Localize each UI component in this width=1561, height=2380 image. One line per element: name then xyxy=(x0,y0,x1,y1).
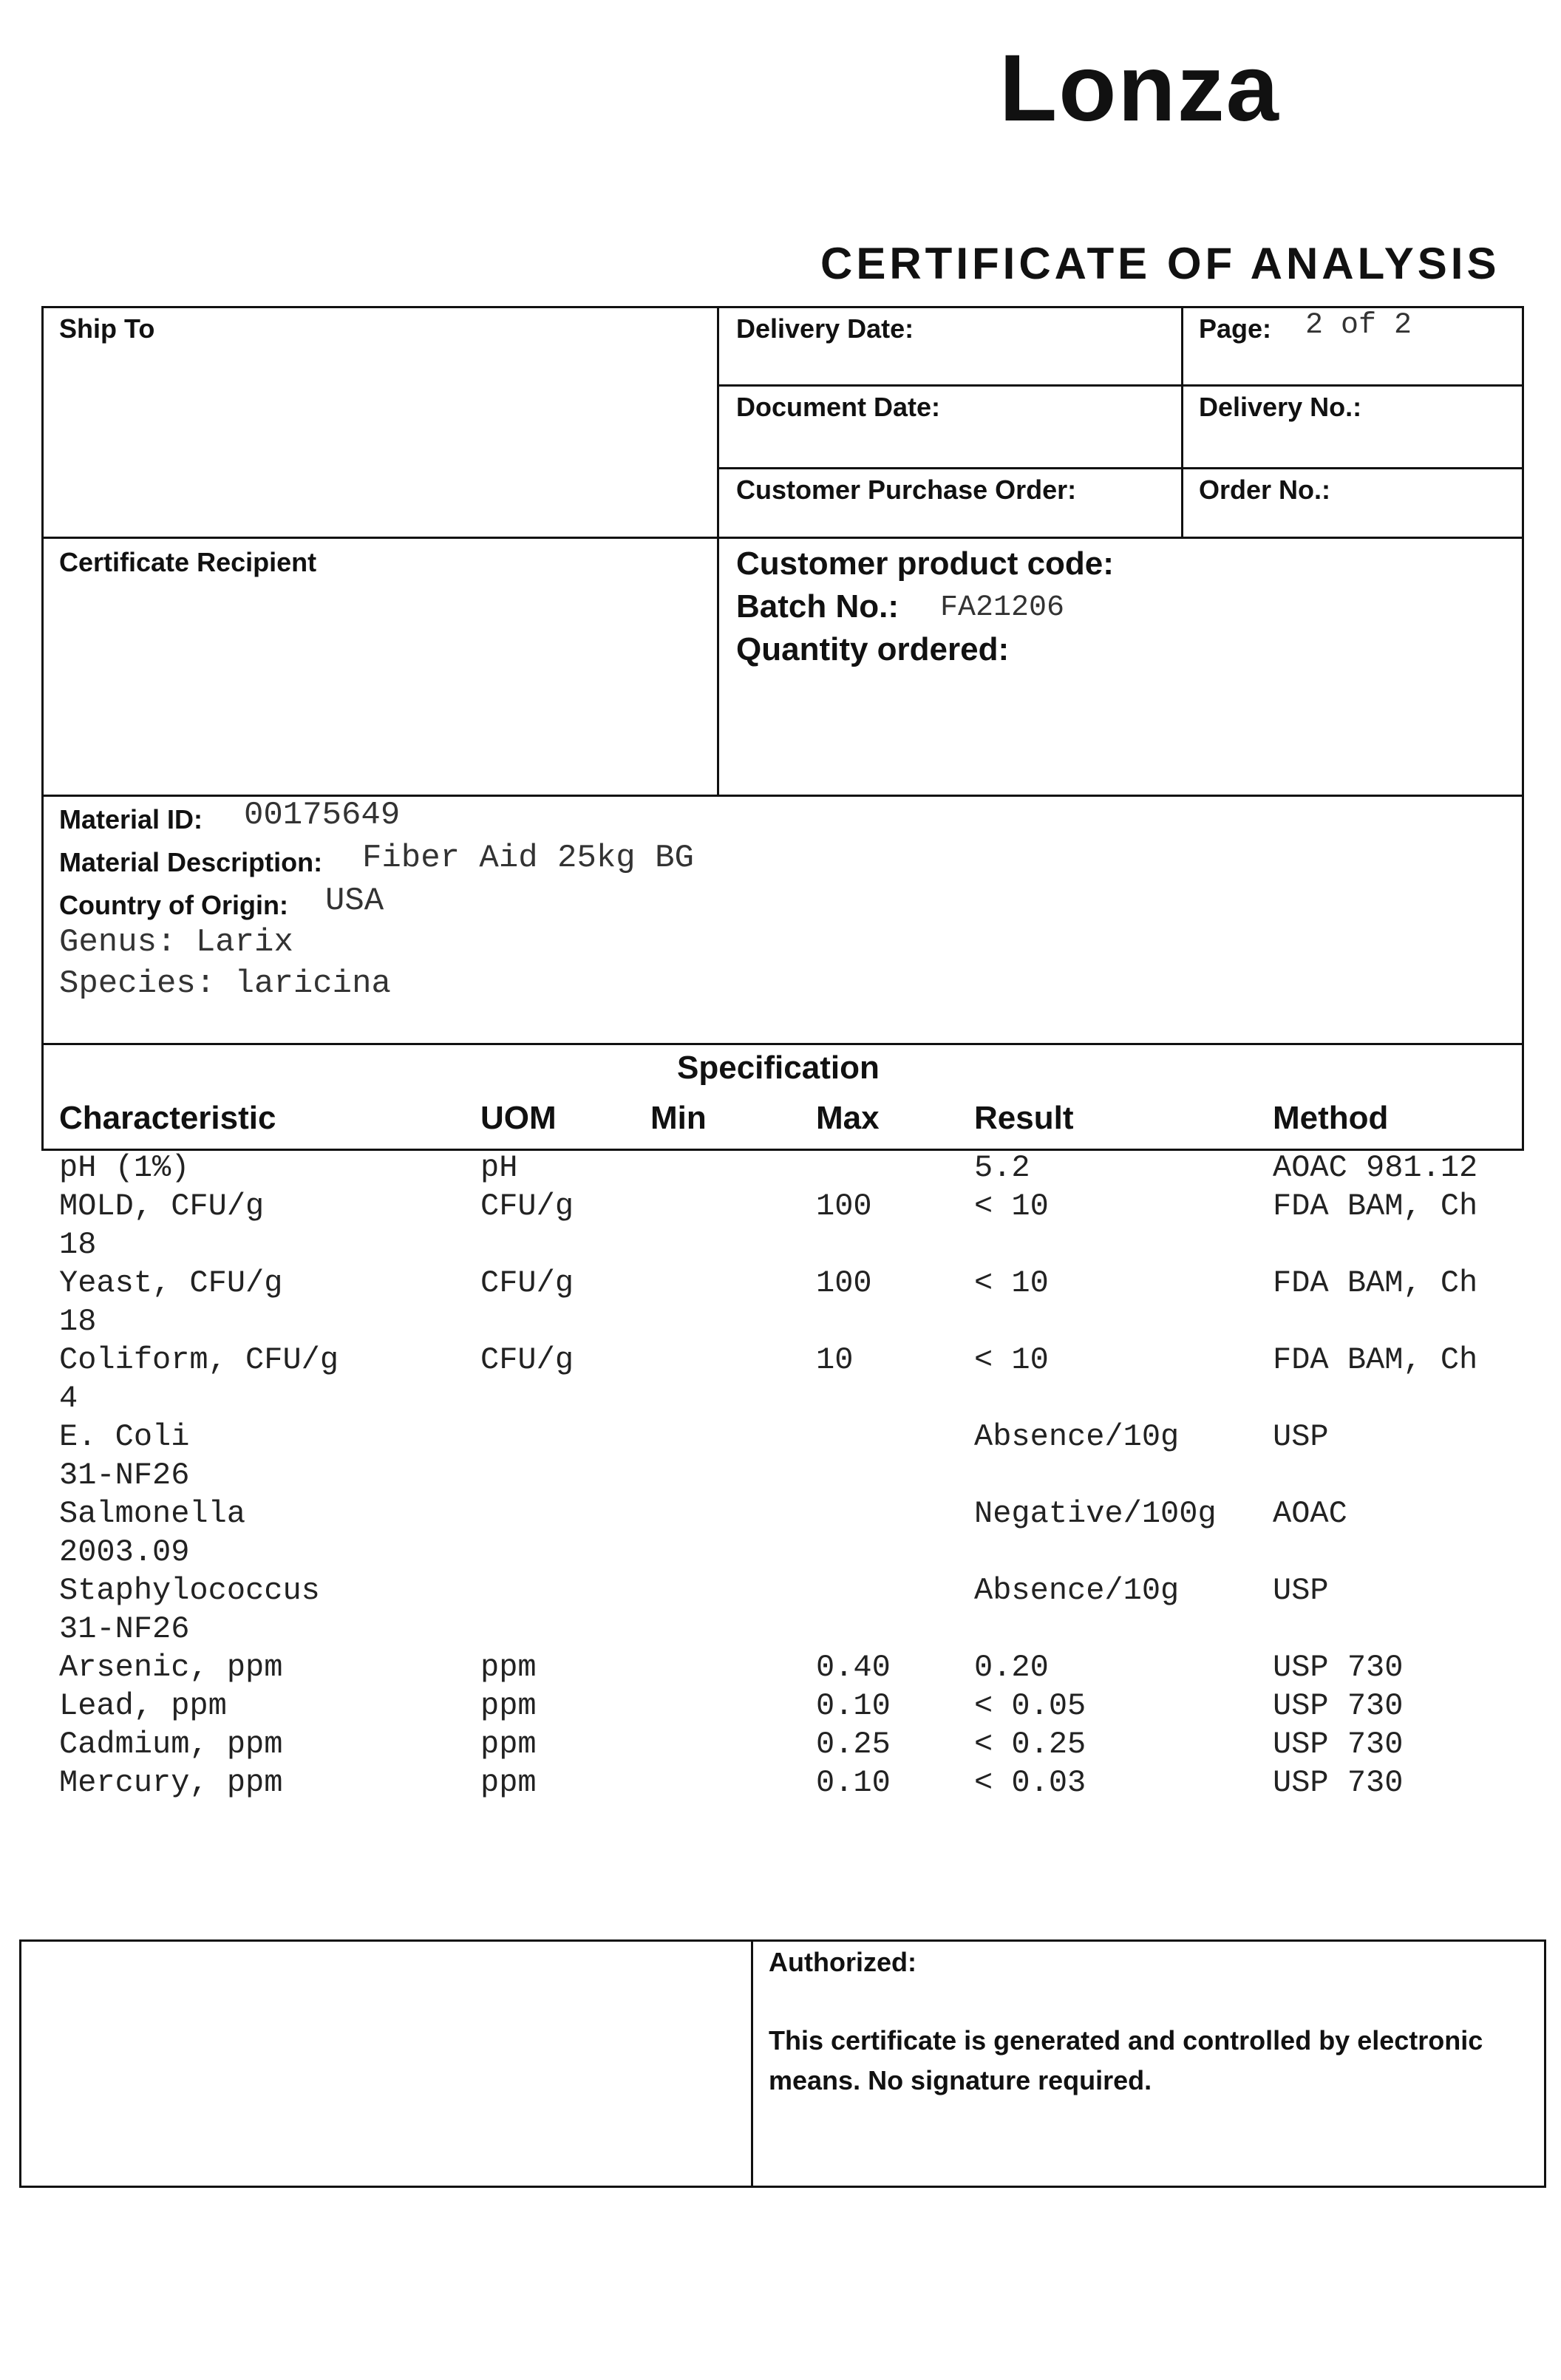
row-method: FDA BAM, Ch xyxy=(1273,1265,1478,1301)
info-grid-divider-right xyxy=(1181,306,1183,538)
row-characteristic: Coliform, CFU/g xyxy=(59,1342,339,1378)
row-uom: CFU/g xyxy=(480,1342,574,1378)
row-max: 0.25 xyxy=(816,1727,891,1762)
quantity-ordered-label: Quantity ordered: xyxy=(736,631,1010,667)
row-method-continuation: 2003.09 xyxy=(59,1534,190,1570)
row-method: USP xyxy=(1273,1419,1329,1455)
row-result: < 10 xyxy=(974,1342,1049,1378)
row-uom: ppm xyxy=(480,1650,537,1685)
row-characteristic: Staphylococcus xyxy=(59,1573,320,1608)
country-of-origin-value: USA xyxy=(325,883,384,919)
row-uom: CFU/g xyxy=(480,1189,574,1224)
row-result: < 10 xyxy=(974,1189,1049,1224)
column-result: Result xyxy=(974,1100,1074,1136)
customer-product-code-label: Customer product code: xyxy=(736,545,1114,582)
row-result: < 10 xyxy=(974,1265,1049,1301)
lonza-logo: Lonza xyxy=(999,35,1280,141)
genus-line: Genus: Larix xyxy=(59,924,293,961)
delivery-no-label: Delivery No.: xyxy=(1199,392,1362,422)
info-grid-rule-3 xyxy=(41,537,1524,539)
row-characteristic: Lead, ppm xyxy=(59,1688,227,1724)
row-characteristic: E. Coli xyxy=(59,1419,190,1455)
row-result: < 0.03 xyxy=(974,1765,1086,1801)
row-method: FDA BAM, Ch xyxy=(1273,1342,1478,1378)
row-method: USP 730 xyxy=(1273,1727,1404,1762)
info-grid-rule-2 xyxy=(717,467,1524,469)
row-result: Negative/100g xyxy=(974,1496,1217,1531)
row-max: 10 xyxy=(816,1342,854,1378)
column-max: Max xyxy=(816,1100,880,1136)
authorized-label: Authorized: xyxy=(769,1947,916,1977)
row-characteristic: Mercury, ppm xyxy=(59,1765,283,1801)
row-characteristic: Cadmium, ppm xyxy=(59,1727,283,1762)
species-line: Species: laricina xyxy=(59,965,391,1002)
row-method: USP 730 xyxy=(1273,1650,1404,1685)
material-id-label: Material ID: xyxy=(59,804,203,834)
column-characteristic: Characteristic xyxy=(59,1100,276,1136)
specification-group-label: Specification xyxy=(677,1050,880,1086)
authorization-divider xyxy=(751,1939,753,2188)
row-max: 100 xyxy=(816,1189,872,1224)
row-method-continuation: 4 xyxy=(59,1381,78,1416)
customer-po-label: Customer Purchase Order: xyxy=(736,475,1077,505)
row-method: USP 730 xyxy=(1273,1688,1404,1724)
column-method: Method xyxy=(1273,1100,1389,1136)
row-result: 0.20 xyxy=(974,1650,1049,1685)
row-max: 100 xyxy=(816,1265,872,1301)
row-result: < 0.05 xyxy=(974,1688,1086,1724)
document-title: CERTIFICATE OF ANALYSIS xyxy=(820,239,1500,288)
electronic-signature-note-line-1: This certificate is generated and controlled by electronic xyxy=(769,2025,1483,2056)
row-method: FDA BAM, Ch xyxy=(1273,1189,1478,1224)
row-uom: ppm xyxy=(480,1727,537,1762)
row-uom: ppm xyxy=(480,1765,537,1801)
row-method: AOAC xyxy=(1273,1496,1347,1531)
row-characteristic: Arsenic, ppm xyxy=(59,1650,283,1685)
document-date-label: Document Date: xyxy=(736,392,941,422)
row-characteristic: pH (1%) xyxy=(59,1150,190,1186)
row-method: USP xyxy=(1273,1573,1329,1608)
info-grid-rule-1 xyxy=(717,384,1524,387)
column-uom: UOM xyxy=(480,1100,557,1136)
row-characteristic: Yeast, CFU/g xyxy=(59,1265,283,1301)
ship-to-label: Ship To xyxy=(59,313,155,344)
row-characteristic: Salmonella xyxy=(59,1496,246,1531)
certificate-recipient-label: Certificate Recipient xyxy=(59,547,317,577)
row-result: Absence/10g xyxy=(974,1419,1180,1455)
row-method-continuation: 18 xyxy=(59,1227,97,1262)
row-result: < 0.25 xyxy=(974,1727,1086,1762)
order-no-label: Order No.: xyxy=(1199,475,1331,505)
row-max: 0.10 xyxy=(816,1688,891,1724)
row-method-continuation: 31-NF26 xyxy=(59,1611,190,1647)
material-description-value: Fiber Aid 25kg BG xyxy=(362,840,694,877)
row-method: AOAC 981.12 xyxy=(1273,1150,1478,1186)
row-result: Absence/10g xyxy=(974,1573,1180,1608)
page-value: 2 of 2 xyxy=(1305,309,1412,342)
batch-no-label: Batch No.: xyxy=(736,588,899,625)
row-max: 0.40 xyxy=(816,1650,891,1685)
material-id-value: 00175649 xyxy=(244,797,401,834)
row-result: 5.2 xyxy=(974,1150,1030,1186)
batch-no-value: FA21206 xyxy=(940,591,1065,625)
info-grid-divider-main xyxy=(717,306,719,797)
delivery-date-label: Delivery Date: xyxy=(736,313,914,344)
row-characteristic: MOLD, CFU/g xyxy=(59,1189,265,1224)
row-method-continuation: 18 xyxy=(59,1304,97,1339)
column-min: Min xyxy=(650,1100,707,1136)
row-method: USP 730 xyxy=(1273,1765,1404,1801)
row-uom: pH xyxy=(480,1150,518,1186)
material-description-label: Material Description: xyxy=(59,847,323,877)
country-of-origin-label: Country of Origin: xyxy=(59,890,288,920)
row-uom: CFU/g xyxy=(480,1265,574,1301)
row-max: 0.10 xyxy=(816,1765,891,1801)
page-label: Page: xyxy=(1199,313,1272,344)
row-method-continuation: 31-NF26 xyxy=(59,1458,190,1493)
row-uom: ppm xyxy=(480,1688,537,1724)
electronic-signature-note-line-2: means. No signature required. xyxy=(769,2065,1152,2095)
